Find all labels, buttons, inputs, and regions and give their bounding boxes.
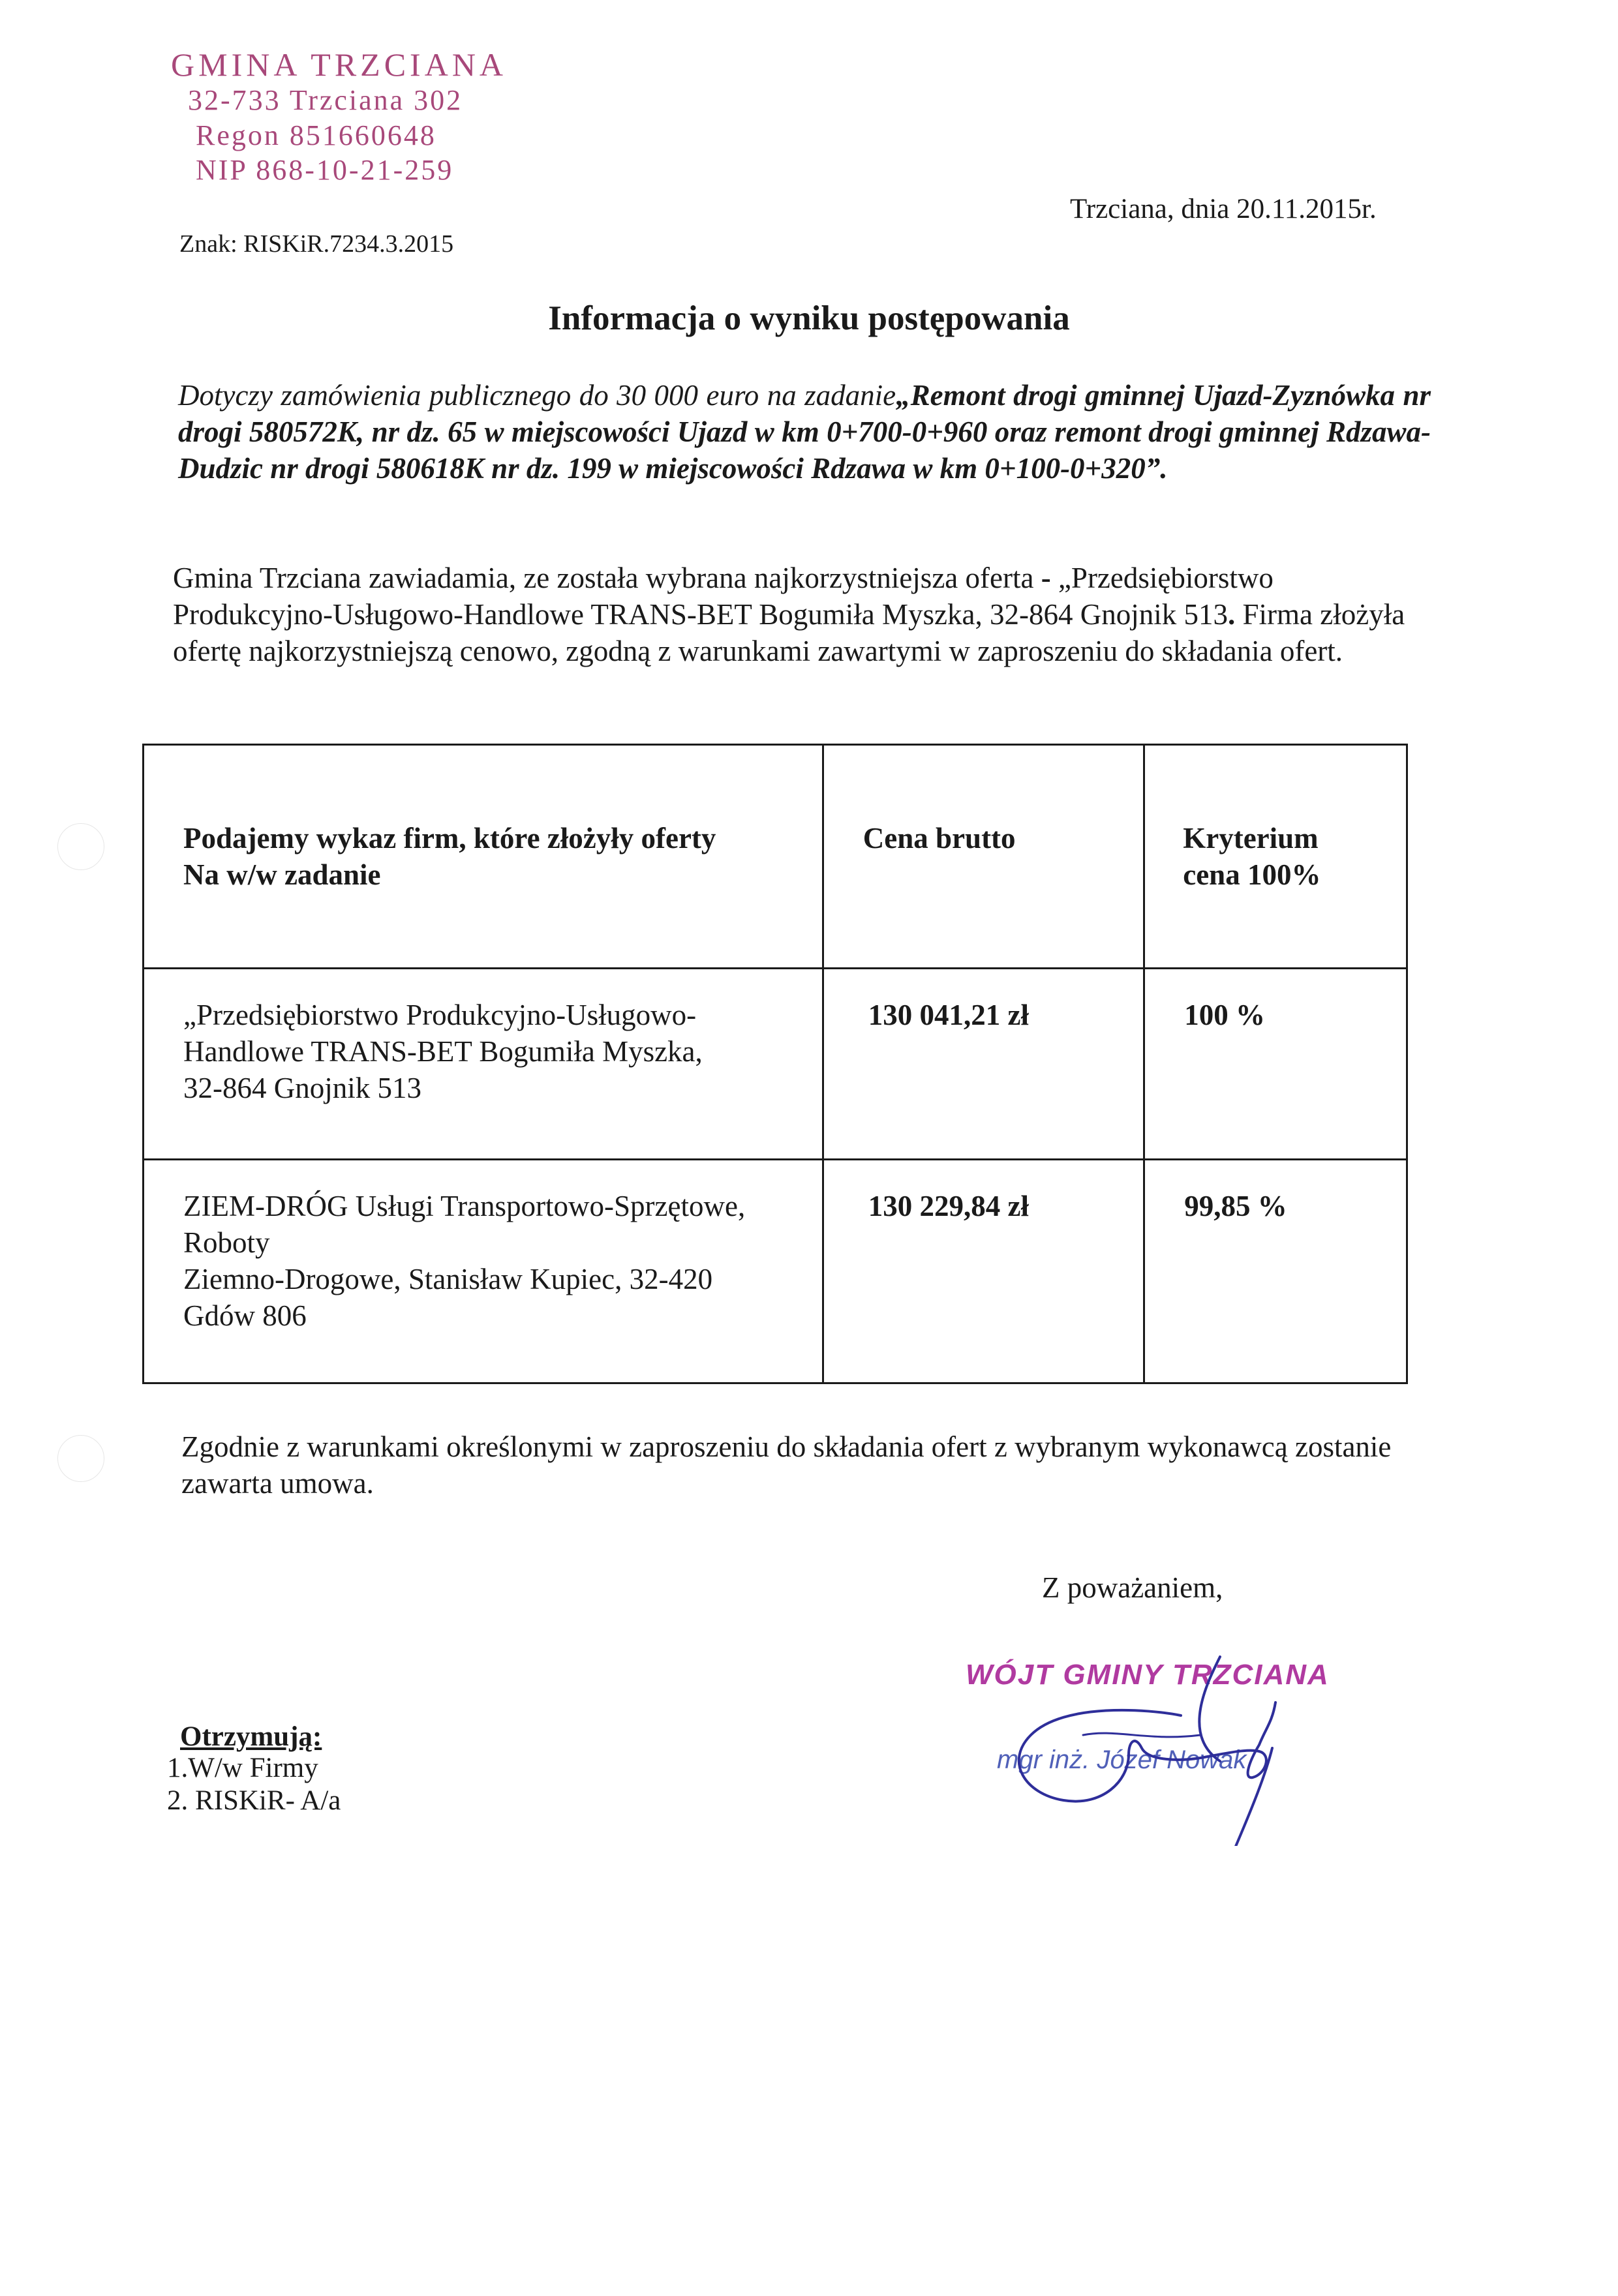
announcement-reason: Firma złożyła ofertę najkorzystniejszą cenowo, zgodną z warunkami zawartymi w zaproszeniu do składania ofert.: [173, 598, 1405, 667]
regards: Z poważaniem,: [1042, 1571, 1223, 1604]
announcement-lead: Gmina Trzciana zawiadamia, ze została wybrana najkorzystniejsza oferta: [173, 562, 1034, 594]
handwritten-signature: [985, 1637, 1324, 1846]
announcement-winner: „Przedsiębiorstwo Produkcyjno-Usługowo-Handlowe TRANS-BET Bogumiła Myszka, 32-864 Gnojnik 513: [173, 562, 1274, 631]
announcement-paragraph: [173, 560, 1426, 669]
company-line: Gdów 806: [183, 1299, 307, 1332]
recipient-item: 2. RISKiR- A/a: [167, 1785, 341, 1816]
announcement-sep: -: [1033, 562, 1058, 594]
company-line: Roboty: [183, 1226, 270, 1259]
score-value: 100 %: [1184, 999, 1265, 1031]
stamp-line-nip: NIP 868-10-21-259: [196, 154, 454, 186]
reference-number: Znak: RISKiR.7234.3.2015: [179, 230, 454, 258]
price-value: 130 041,21 zł: [868, 999, 1030, 1031]
price-cell: [823, 1160, 1144, 1383]
table-header-row: [144, 745, 1407, 969]
header-criterion: [1144, 745, 1407, 969]
price-cell: [823, 969, 1144, 1160]
municipality-stamp: [171, 46, 562, 189]
document-title-text: Informacja o wyniku postępowania: [548, 299, 1070, 337]
company-line: Handlowe TRANS-BET Bogumiła Myszka,: [183, 1035, 703, 1068]
recipient-item: 1.W/w Firmy: [167, 1753, 318, 1783]
header-price-text: Cena brutto: [862, 822, 1016, 854]
stamp-line-address: 32-733 Trzciana 302: [188, 84, 463, 116]
header-criterion-line: Kryterium: [1183, 822, 1319, 854]
subject-prefix: Dotyczy zamówienia publicznego do 30 000 euro na zadanie: [178, 379, 896, 412]
header-company-line: Podajemy wykaz firm, które złożyły oferty: [183, 822, 716, 854]
table-row: [144, 1160, 1407, 1383]
score-cell: [1144, 969, 1407, 1160]
header-company-line: Na w/w zadanie: [183, 858, 381, 891]
place-and-date: Trzciana, dnia 20.11.2015r.: [1070, 194, 1377, 224]
score-value: 99,85 %: [1184, 1190, 1287, 1222]
subject-paragraph: [178, 377, 1431, 487]
score-cell: [1144, 1160, 1407, 1383]
stamp-line-regon: Regon 851660648: [196, 119, 436, 151]
company-cell: [144, 969, 823, 1160]
closing-paragraph: Zgodnie z warunkami określonymi w zaproszeniu do składania ofert z wybranym wykonawcą zostanie zawarta umowa.: [181, 1430, 1392, 1500]
company-line: ZIEM-DRÓG Usługi Transportowo-Sprzętowe,: [183, 1190, 746, 1222]
punch-hole-mark: [57, 1435, 104, 1482]
company-line: 32-864 Gnojnik 513: [183, 1072, 421, 1104]
price-value: 130 229,84 zł: [868, 1190, 1030, 1222]
announcement-winner-end: .: [1228, 598, 1236, 631]
signature-stamp-name: mgr inż. Józef Nowak: [997, 1745, 1247, 1774]
header-criterion-line: cena 100%: [1183, 858, 1321, 891]
company-line: Ziemno-Drogowe, Stanisław Kupiec, 32-420: [183, 1263, 713, 1295]
subject-task: „Remont drogi gminnej Ujazd-Zyznówka nr drogi 580572K, nr dz. 65 w miejscowości Ujazd w km 0+700-0+960 oraz remont drogi gminnej Rdzawa-Dudzic nr drogi 580618K nr dz. 199 w miejscowości Rdzawa w km 0+100-0+320”.: [178, 379, 1431, 485]
signature-stamp-title: WÓJT GMINY TRZCIANA: [966, 1659, 1330, 1691]
header-price: [823, 745, 1144, 969]
recipients-title: Otrzymują:: [180, 1721, 322, 1752]
header-company: [144, 745, 823, 969]
company-line: „Przedsiębiorstwo Produkcyjno-Usługowo-: [183, 999, 697, 1031]
document-title: [0, 299, 1618, 338]
punch-hole-mark: [57, 823, 104, 870]
offers-table: [142, 744, 1408, 1384]
stamp-line-name: GMINA TRZCIANA: [171, 46, 508, 83]
company-cell: [144, 1160, 823, 1383]
table-row: [144, 969, 1407, 1160]
